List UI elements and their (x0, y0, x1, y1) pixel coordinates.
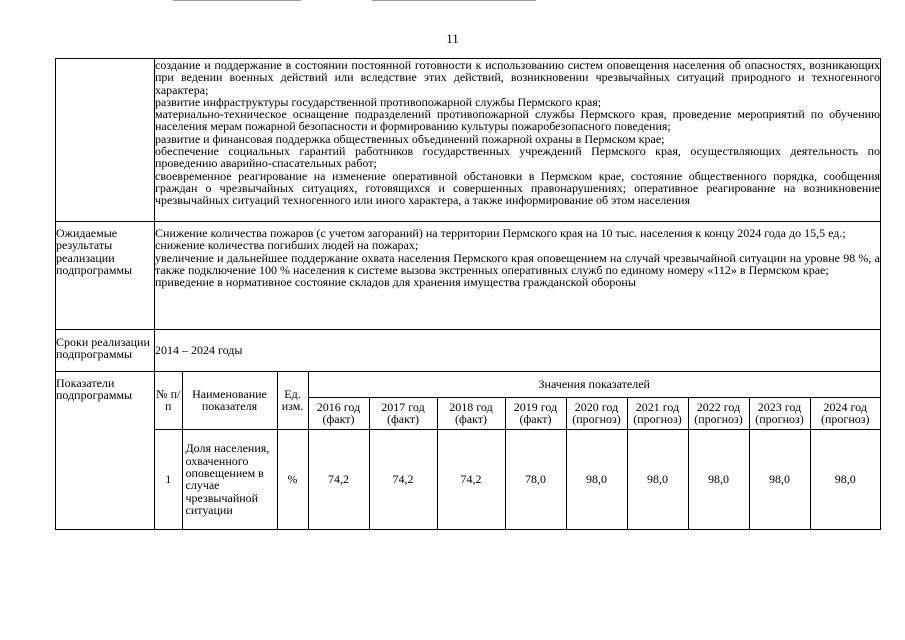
year-header: 2022 год (прогноз) (688, 397, 749, 429)
tasks-row (56, 59, 881, 222)
terms-value: 2014 – 2024 годы (155, 330, 881, 372)
value-cell: 74,2 (437, 429, 505, 529)
terms-label: Сроки реализации подпрограммы (56, 330, 155, 372)
values-title: Значения показателей (308, 372, 880, 397)
page-number: 11 (446, 31, 459, 46)
col-num-header: № п/п (155, 372, 182, 429)
result-paragraph: Снижение количества пожаров (с учетом загораний) на территории Пермского края на 10 тыс. населения к концу 2024 года до 15,5 ед.; (155, 226, 846, 240)
row-num: 1 (155, 429, 182, 529)
result-paragraph: снижение количества погибших людей на пожарах; (155, 238, 419, 253)
value-cell: 98,0 (566, 429, 627, 529)
value-cell: 78,0 (505, 429, 566, 529)
value-cell: 98,0 (627, 429, 688, 529)
results-content (155, 222, 881, 330)
results-label: Ожидаемые результаты реализации подпрограммы (56, 222, 155, 330)
indicators-table (155, 372, 880, 529)
value-cell: 74,2 (369, 429, 437, 529)
tasks-content (155, 59, 881, 222)
task-paragraph: развитие инфраструктуры государственной противопожарной службы Пермского края; (155, 94, 602, 109)
year-header: 2020 год (прогноз) (566, 397, 627, 429)
indicator-unit: % (277, 429, 308, 529)
result-paragraph: увеличение и дальнейшее поддержание охвата населения Пермского края оповещением на случай чрезвычайной ситуации на уровне 98 %, а также подключение 100 % населения к системе вызова экстренных оперативных служб по единому номеру «112» в Пермском крае; (155, 250, 880, 277)
value-cell: 98,0 (810, 429, 880, 529)
scan-top-line (372, 0, 536, 1)
terms-row (56, 330, 881, 372)
col-name-header: Наименование показателя (182, 372, 277, 429)
results-row (56, 222, 881, 330)
value-cell: 98,0 (688, 429, 749, 529)
value-cell: 74,2 (308, 429, 369, 529)
scan-top-line (173, 0, 301, 1)
indicators-label: Показатели подпрограммы (56, 372, 155, 530)
year-header: 2019 год (факт) (505, 397, 566, 429)
passport-table (55, 58, 881, 530)
table-row (155, 429, 880, 529)
year-header: 2021 год (прогноз) (627, 397, 688, 429)
tasks-label (56, 59, 155, 222)
indicators-row (56, 372, 881, 530)
result-paragraph: приведение в нормативное состояние складов для хранения имущества гражданской обороны (155, 275, 636, 290)
task-paragraph: своевременное реагирование на изменение оперативной обстановки в Пермском крае, состояние общественного порядка, сообщения граждан о чрезвычайных ситуациях, готовящихся и совершенных правонарушениях; оперативное реагирование на возникновение чрезвычайных ситуаций техногенного или иного характера, а также информирование об этом населения (155, 168, 880, 208)
indicator-name: Доля населения, охваченного оповещением в случае чрезвычайной ситуации (182, 429, 277, 529)
task-paragraph: создание и поддержание в состоянии постоянной готовности к использованию систем оповещения населения об опасностях, возникающих при ведении военных действий или вследствие этих действий, возникновении чрезвычайных ситуаций природного и техногенного характера; (155, 58, 880, 97)
year-header: 2017 год (факт) (369, 397, 437, 429)
col-unit-header: Ед. изм. (277, 372, 308, 429)
year-header: 2016 год (факт) (308, 397, 369, 429)
value-cell: 98,0 (749, 429, 810, 529)
task-paragraph: развитие и финансовая поддержка общественных объединений пожарной охраны в Пермском крае; (155, 131, 665, 146)
task-paragraph: материально-техническое оснащение подразделений противопожарной службы Пермского края, проведение мероприятий по обучению населения мерам пожарной безопасности и формированию культуры пожаробезопасного поведения; (155, 107, 880, 134)
task-paragraph: обеспечение социальных гарантий работников государственных учреждений Пермского края, осуществляющих деятельность по проведению аварийно-спасательных работ; (155, 144, 880, 171)
year-header: 2023 год (прогноз) (749, 397, 810, 429)
year-header: 2018 год (факт) (437, 397, 505, 429)
year-header: 2024 год (прогноз) (810, 397, 880, 429)
